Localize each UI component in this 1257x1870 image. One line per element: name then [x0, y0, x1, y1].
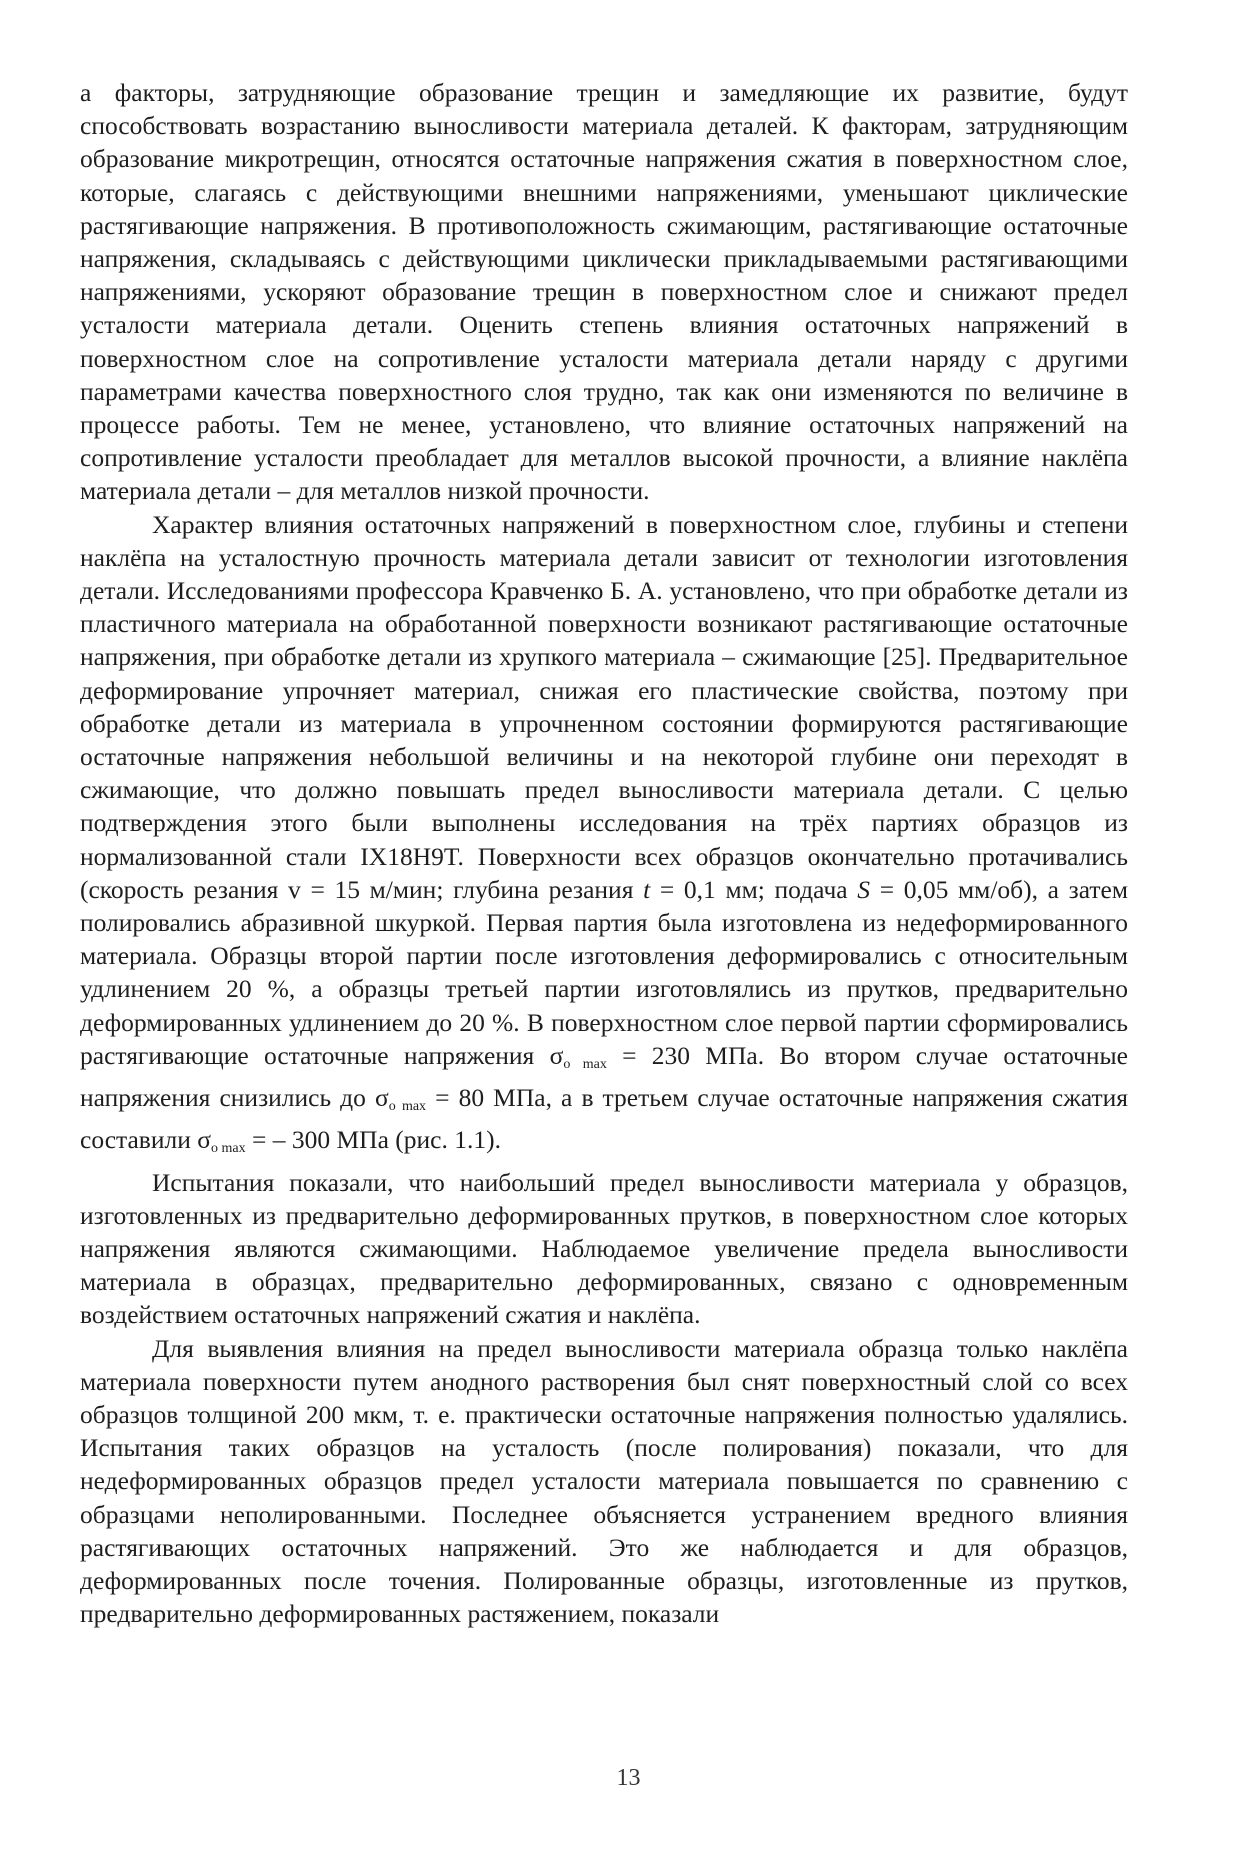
- sigma-symbol: σ: [375, 1083, 389, 1113]
- sigma-symbol: σ: [549, 1040, 564, 1070]
- sigma-subscript: o max: [563, 1056, 607, 1072]
- paragraph-2-text-6: = – 300 МПа (рис. 1.1).: [245, 1125, 501, 1155]
- sigma-symbol: σ: [197, 1125, 211, 1155]
- paragraph-2-text-5: = 80 МПа, а в третьем случае остаточные напряжения сжатия составили: [80, 1083, 1129, 1155]
- paragraph-2-text-2: = 0,1 мм; подача: [650, 874, 858, 904]
- document-page: [80, 76, 1128, 1630]
- depth-symbol: t: [643, 874, 651, 904]
- feed-symbol: S: [857, 874, 871, 904]
- paragraph-1: а факторы, затрудняющие образование трещин и замедляющие их развитие, будут способствовать возрастанию выносливости материала деталей. К факторам, затрудняющим образование микротрещин, относятся остаточные напряжения сжатия в поверхностном слое, которые, слагаясь с действующими внешними напряжениями, уменьшают циклические растягивающие напряжения. В противоположность сжимающим, растягивающие остаточные напряжения, складываясь с действующими циклически прикладываемыми растягивающими напряжениями, ускоряют образование трещин в поверхностном слое и снижают предел усталости материала детали. Оценить степень влияния остаточных напряжений в поверхностном слое на сопротивление усталости материала детали наряду с другими параметрами качества поверхностного слоя трудно, так как они изменяются по величине в процессе работы. Тем не менее, установлено, что влияние остаточных напряжений на сопротивление усталости преобладает для металлов высокой прочности, а влияние наклёпа материала детали – для металлов низкой прочности.: [80, 78, 1128, 506]
- paragraph-2: [80, 508, 1128, 1166]
- paragraph-4: Для выявления влияния на предел выносливости материала образца только наклёпа материала поверхности путем анодного растворения был снят поверхностный слой со всех образцов толщиной 200 мкм, т. е. практически остаточные напряжения полностью удалялись. Испытания таких образцов на усталость (после полирования) показали, что для недеформированных образцов предел усталости материала повышается по сравнению с образцами неполированными. Последнее объясняется устранением вредного влияния растягивающих остаточных напряжений. Это же наблюдается и для образцов, деформированных после точения. Полированные образцы, изготовленные из прутков, предварительно деформированных растяжением, показали: [80, 1333, 1128, 1629]
- sigma-subscript: o max: [210, 1141, 246, 1157]
- paragraph-3: Испытания показали, что наибольший предел выносливости материала у образцов, изготовленных из предварительно деформированных прутков, в поверхностном слое которых напряжения являются сжимающими. Наблюдаемое увеличение предела выносливости материала в образцах, предварительно деформированных, связано с одновременным воздействием остаточных напряжений сжатия и наклёпа.: [80, 1167, 1128, 1330]
- sigma-subscript: o max: [388, 1099, 427, 1115]
- page-number: 13: [616, 1765, 641, 1791]
- paragraph-2-text-3: = 0,05 мм/об), а затем полировались абразивной шкуркой. Первая партия была изготовлена из недеформированного материала. Образцы второй партии после изготовления деформировались с относительным удлинением 20 %, а образцы третьей партии изготовлялись из прутков, предварительно деформированных удлинением до 20 %. В поверхностном слое первой партии сформировались растягивающие остаточные напряжения: [80, 874, 1128, 1070]
- paragraph-2-text-4: = 230 МПа. Во втором случае остаточные напряжения снизились до: [80, 1040, 1128, 1113]
- paragraph-2-text-1: Характер влияния остаточных напряжений в поверхностном слое, глубины и степени наклёпа на усталостную прочность материала детали зависит от технологии изготовления детали. Исследованиями профессора Кравченко Б. А. установлено, что при обработке детали из пластичного материала на обработанной поверхности возникают растягивающие остаточные напряжения, при обработке детали из хрупкого материала – сжимающие [25]. Предварительное деформирование упрочняет материал, снижая его пластические свойства, поэтому при обработке детали из материала в упрочненном состоянии формируются растягивающие остаточные напряжения небольшой величины и на некоторой глубине они переходят в сжимающие, что должно повышать предел выносливости материала детали. С целью подтверждения этого были выполнены исследования на трёх партиях образцов из нормализованной стали IX18H9T. Поверхности всех образцов окончательно протачивались (скорость резания v = 15 м/мин; глубина резания: [80, 509, 1128, 904]
